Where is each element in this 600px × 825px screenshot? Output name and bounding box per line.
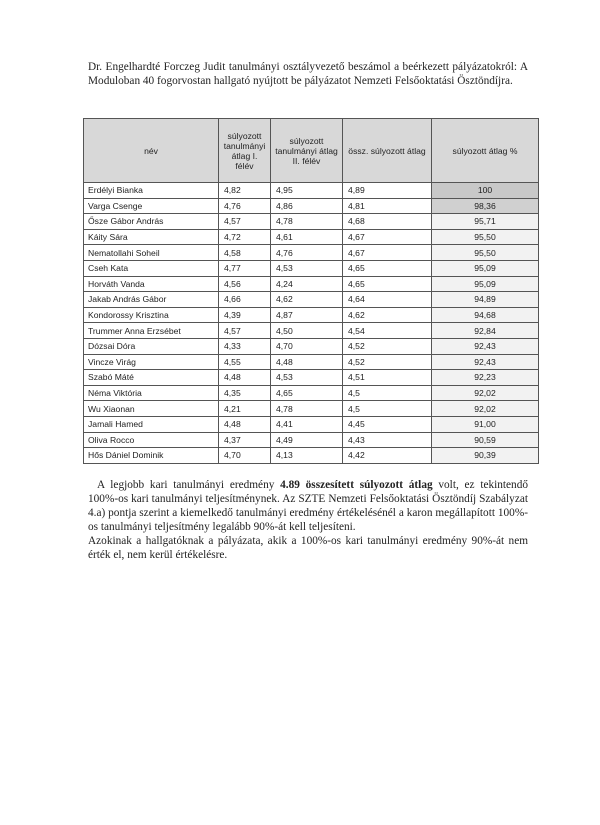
table-row	[84, 338, 539, 354]
sem1-average-cell: 4,77	[219, 260, 271, 276]
percent-cell: 92,43	[432, 338, 539, 354]
student-name-cell: Vincze Virág	[84, 354, 219, 370]
student-name-cell: Dózsai Dóra	[84, 338, 219, 354]
student-name-cell: Ősze Gábor András	[84, 214, 219, 230]
student-name-cell: Horváth Vanda	[84, 276, 219, 292]
percent-cell: 90,39	[432, 448, 539, 464]
percent-cell: 92,23	[432, 370, 539, 386]
student-name-cell: Kondorossy Krisztina	[84, 307, 219, 323]
sem2-average-cell: 4,24	[271, 276, 343, 292]
sem2-average-cell: 4,95	[271, 183, 343, 199]
header-sem1-average: súlyozott tanulmányi átlag I. félév	[219, 119, 271, 183]
conclusion-text	[88, 478, 528, 562]
percent-cell: 92,43	[432, 354, 539, 370]
percent-cell: 90,59	[432, 432, 539, 448]
sem2-average-cell: 4,49	[271, 432, 343, 448]
sem1-average-cell: 4,72	[219, 229, 271, 245]
conclusion-paragraph-2: Azokinak a hallgatóknak a pályázata, akik a 100%-os kari tanulmányi eredmény 90%-át nem érték el, nem kerül értékelésre.	[88, 535, 528, 561]
total-average-cell: 4,68	[343, 214, 432, 230]
student-name-cell: Káity Sára	[84, 229, 219, 245]
total-average-cell: 4,64	[343, 292, 432, 308]
sem2-average-cell: 4,70	[271, 338, 343, 354]
sem2-average-cell: 4,61	[271, 229, 343, 245]
percent-cell: 95,50	[432, 245, 539, 261]
sem2-average-cell: 4,53	[271, 260, 343, 276]
sem2-average-cell: 4,48	[271, 354, 343, 370]
total-average-cell: 4,54	[343, 323, 432, 339]
table-row	[84, 432, 539, 448]
sem1-average-cell: 4,37	[219, 432, 271, 448]
total-average-cell: 4,89	[343, 183, 432, 199]
sem1-average-cell: 4,56	[219, 276, 271, 292]
total-average-cell: 4,65	[343, 276, 432, 292]
total-average-cell: 4,45	[343, 416, 432, 432]
student-name-cell: Oliva Rocco	[84, 432, 219, 448]
table-body	[84, 183, 539, 464]
total-average-cell: 4,65	[343, 260, 432, 276]
conclusion-text-end: volt, ez tekintendő 100%-os kari tanulmányi teljesítménynek. Az SZTE Nemzeti Felsőoktatási Ösztöndíj Szabályzat 4.a) pontja szerint a kiemelkedő tanulmányi eredmény értékelésénél a karon megállapított 100%-os tanulmányi teljesítmény legalább 90%-át kell teljesíteni.	[88, 479, 529, 533]
sem1-average-cell: 4,70	[219, 448, 271, 464]
conclusion-text-start: A legjobb kari tanulmányi eredmény	[97, 479, 281, 491]
sem1-average-cell: 4,76	[219, 198, 271, 214]
student-name-cell: Wu Xiaonan	[84, 401, 219, 417]
sem1-average-cell: 4,21	[219, 401, 271, 417]
header-sem2-average: súlyozott tanulmányi átlag II. félév	[271, 119, 343, 183]
percent-cell: 100	[432, 183, 539, 199]
sem1-average-cell: 4,82	[219, 183, 271, 199]
student-name-cell: Jamali Hamed	[84, 416, 219, 432]
sem1-average-cell: 4,66	[219, 292, 271, 308]
percent-cell: 98,36	[432, 198, 539, 214]
total-average-cell: 4,5	[343, 401, 432, 417]
sem2-average-cell: 4,13	[271, 448, 343, 464]
table-row	[84, 401, 539, 417]
table-row	[84, 370, 539, 386]
sem1-average-cell: 4,48	[219, 416, 271, 432]
total-average-cell: 4,67	[343, 245, 432, 261]
total-average-cell: 4,5	[343, 385, 432, 401]
sem1-average-cell: 4,48	[219, 370, 271, 386]
sem1-average-cell: 4,55	[219, 354, 271, 370]
percent-cell: 95,71	[432, 214, 539, 230]
total-average-cell: 4,62	[343, 307, 432, 323]
sem2-average-cell: 4,50	[271, 323, 343, 339]
sem1-average-cell: 4,33	[219, 338, 271, 354]
student-name-cell: Cseh Kata	[84, 260, 219, 276]
percent-cell: 95,09	[432, 276, 539, 292]
intro-paragraph: Dr. Engelhardté Forczeg Judit tanulmányi osztályvezető beszámol a beérkezett pályázatokról: A Moduloban 40 fogorvostan hallgató nyújtott be pályázatot Nemzeti Felsőoktatási Ösztöndíjra.	[88, 61, 528, 87]
student-name-cell: Szabó Máté	[84, 370, 219, 386]
total-average-cell: 4,81	[343, 198, 432, 214]
sem2-average-cell: 4,86	[271, 198, 343, 214]
sem1-average-cell: 4,35	[219, 385, 271, 401]
table-row	[84, 276, 539, 292]
table-row	[84, 354, 539, 370]
table-row	[84, 260, 539, 276]
percent-cell: 95,50	[432, 229, 539, 245]
scholarship-table	[83, 118, 539, 464]
sem2-average-cell: 4,87	[271, 307, 343, 323]
sem2-average-cell: 4,78	[271, 401, 343, 417]
table-row	[84, 416, 539, 432]
student-name-cell: Trummer Anna Erzsébet	[84, 323, 219, 339]
sem2-average-cell: 4,62	[271, 292, 343, 308]
sem2-average-cell: 4,76	[271, 245, 343, 261]
table-row	[84, 214, 539, 230]
sem2-average-cell: 4,78	[271, 214, 343, 230]
table-header-row	[84, 119, 539, 183]
sem1-average-cell: 4,57	[219, 323, 271, 339]
total-average-cell: 4,67	[343, 229, 432, 245]
total-average-cell: 4,52	[343, 354, 432, 370]
total-average-cell: 4,42	[343, 448, 432, 464]
conclusion-bold-highlight: 4.89 összesített súlyozott átlag	[280, 479, 433, 491]
table-row	[84, 229, 539, 245]
sem2-average-cell: 4,53	[271, 370, 343, 386]
student-name-cell: Néma Viktória	[84, 385, 219, 401]
total-average-cell: 4,52	[343, 338, 432, 354]
student-name-cell: Erdélyi Bianka	[84, 183, 219, 199]
student-name-cell: Jakab András Gábor	[84, 292, 219, 308]
table-row	[84, 385, 539, 401]
header-total-average: össz. súlyozott átlag	[343, 119, 432, 183]
student-name-cell: Varga Csenge	[84, 198, 219, 214]
table-row	[84, 448, 539, 464]
table-row	[84, 292, 539, 308]
percent-cell: 94,68	[432, 307, 539, 323]
sem2-average-cell: 4,65	[271, 385, 343, 401]
table-row	[84, 183, 539, 199]
percent-cell: 91,00	[432, 416, 539, 432]
sem1-average-cell: 4,58	[219, 245, 271, 261]
header-percent: súlyozott átlag %	[432, 119, 539, 183]
percent-cell: 92,02	[432, 385, 539, 401]
student-name-cell: Hős Dániel Dominik	[84, 448, 219, 464]
sem1-average-cell: 4,57	[219, 214, 271, 230]
table-row	[84, 198, 539, 214]
header-name: név	[84, 119, 219, 183]
percent-cell: 92,02	[432, 401, 539, 417]
percent-cell: 94,89	[432, 292, 539, 308]
table-row	[84, 307, 539, 323]
table-row	[84, 323, 539, 339]
total-average-cell: 4,43	[343, 432, 432, 448]
percent-cell: 92,84	[432, 323, 539, 339]
total-average-cell: 4,51	[343, 370, 432, 386]
student-name-cell: Nematollahi Soheil	[84, 245, 219, 261]
percent-cell: 95,09	[432, 260, 539, 276]
conclusion-paragraph-1	[88, 478, 528, 534]
table-row	[84, 245, 539, 261]
sem1-average-cell: 4,39	[219, 307, 271, 323]
sem2-average-cell: 4,41	[271, 416, 343, 432]
